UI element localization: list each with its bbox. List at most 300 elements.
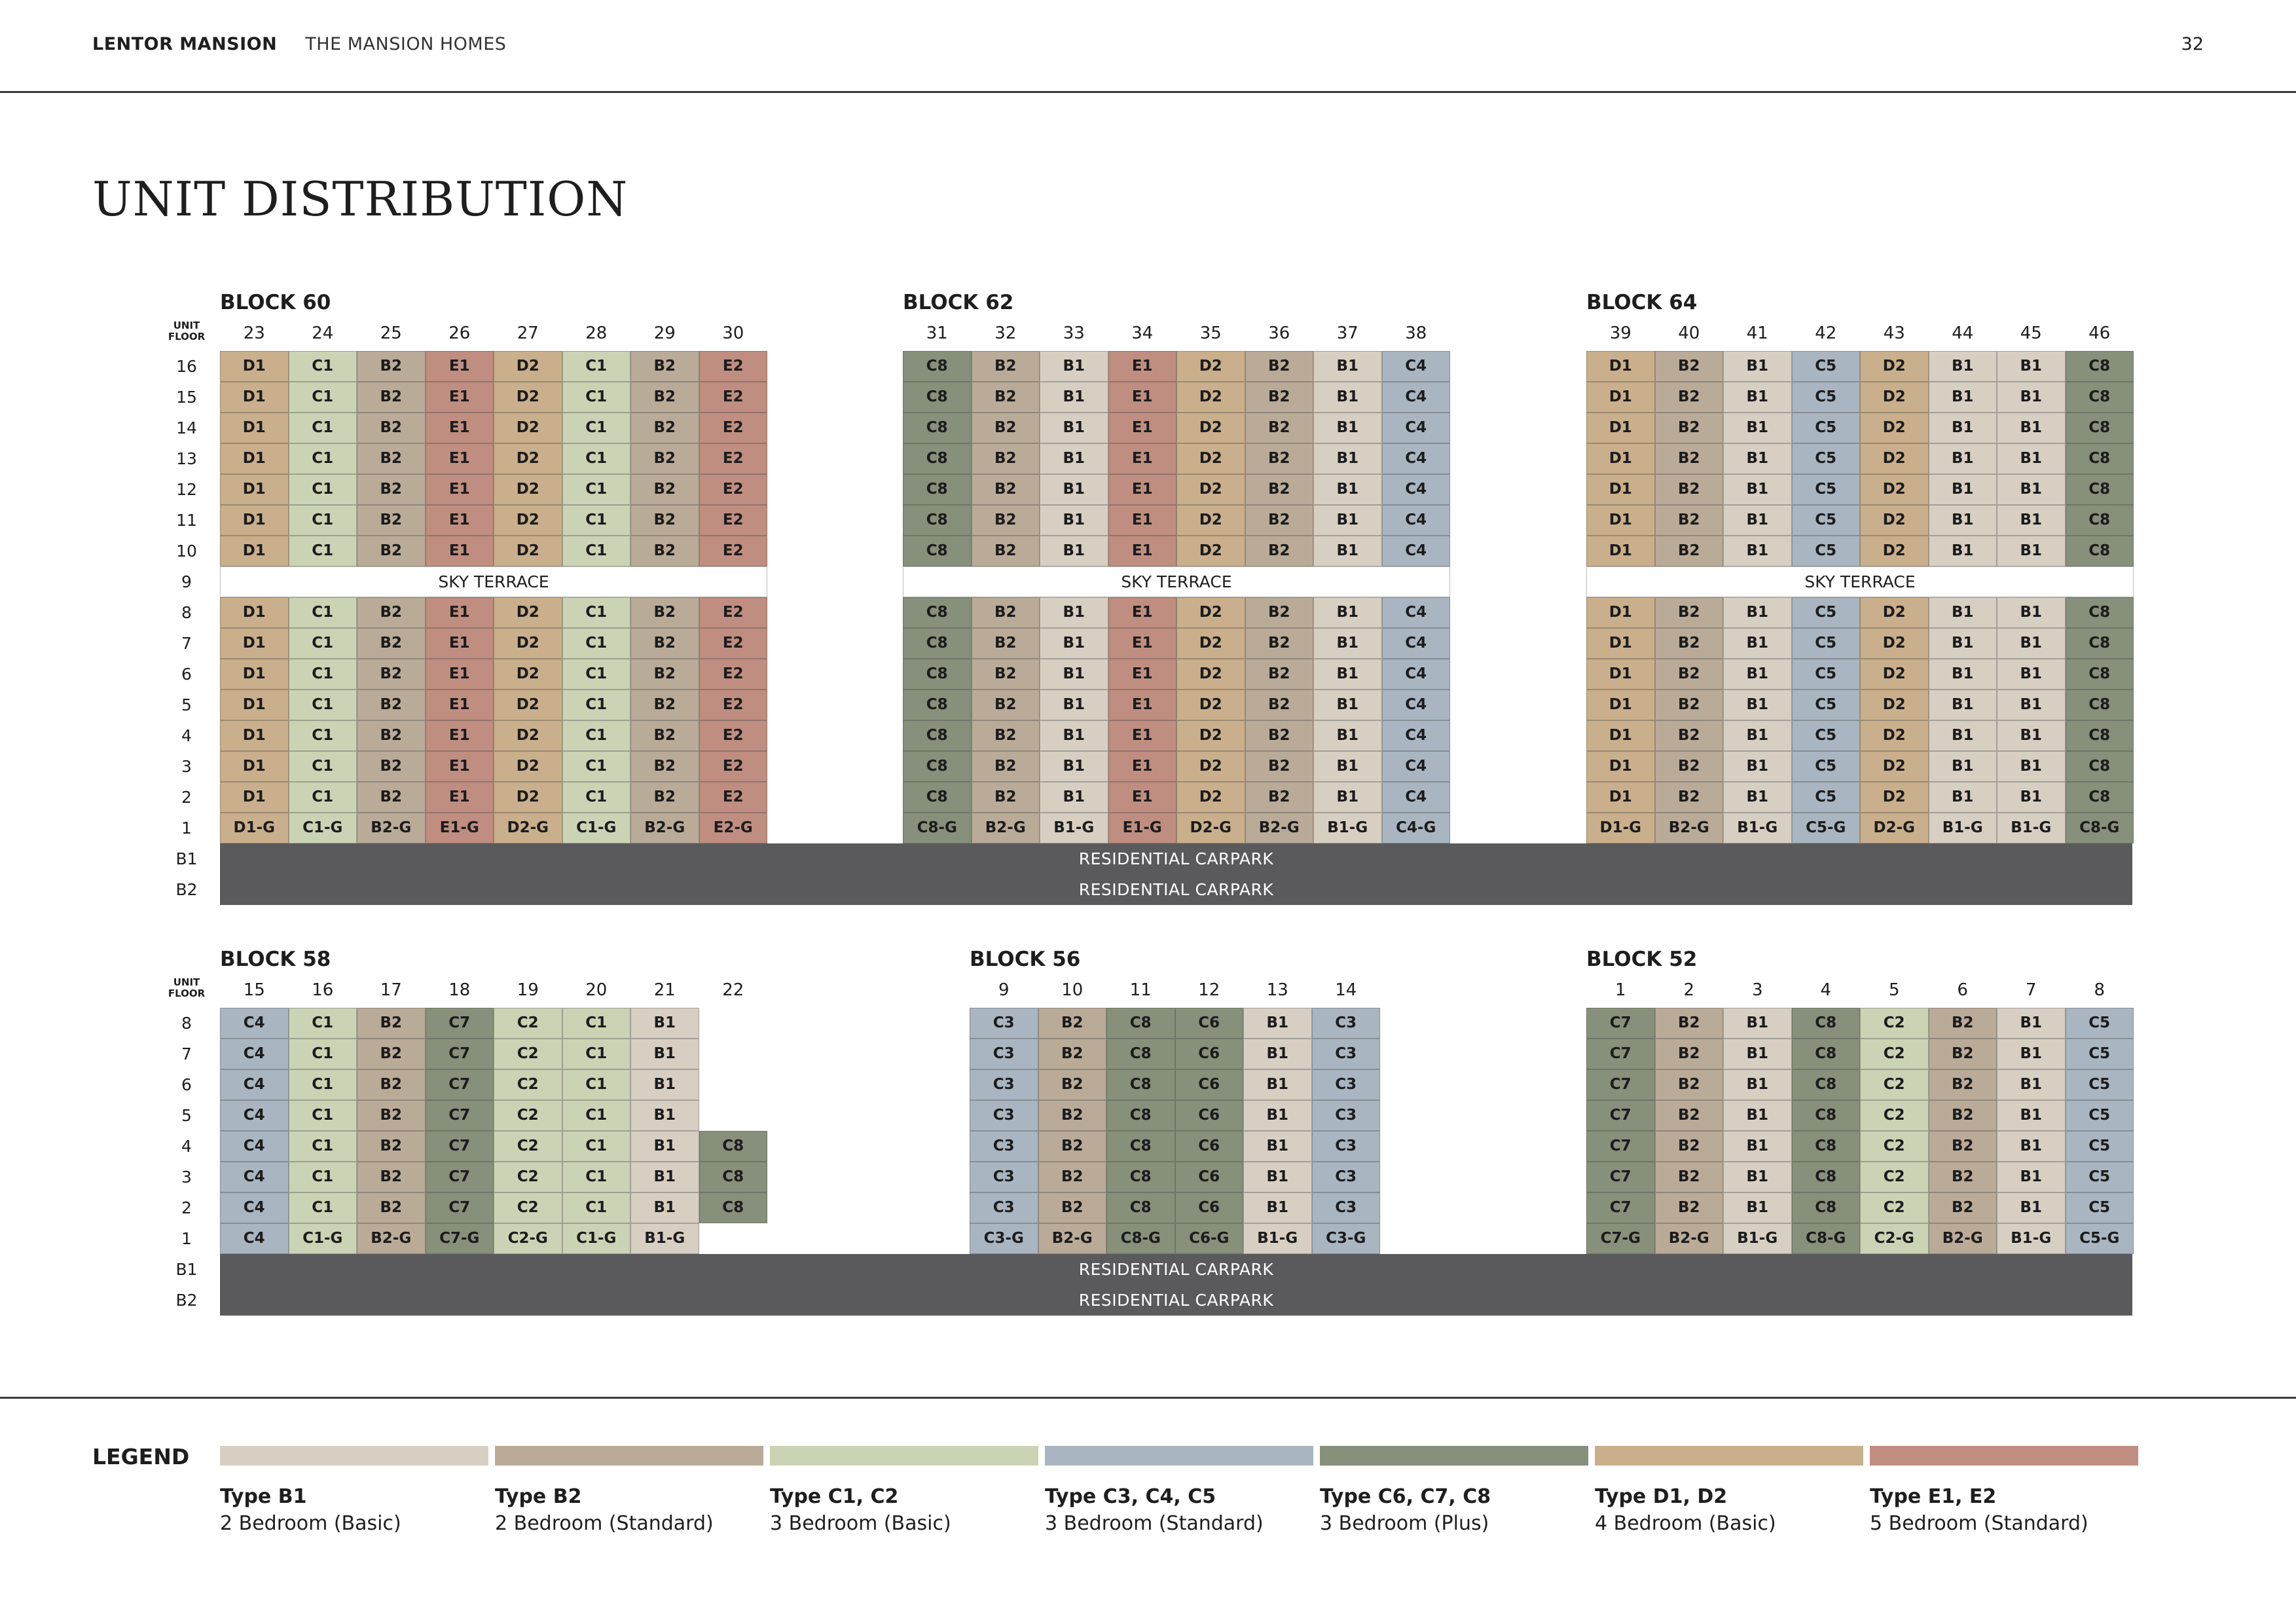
- block-60-unit-23: 23: [243, 323, 265, 343]
- block-52-unit-3: 3: [1751, 980, 1763, 1000]
- block-58-unit-22: 22: [722, 980, 744, 1000]
- block-60-unit-28-floor-5: C1: [562, 690, 631, 720]
- block-64-unit-46-floor-2: C8: [2066, 782, 2134, 813]
- block-62-unit-36-floor-15: B2: [1245, 382, 1314, 413]
- block-64-unit-44-floor-8: B1: [1929, 597, 1997, 628]
- legend-item-e1-e2: [1870, 1446, 2138, 1535]
- block-60-unit-28-floor-12: C1: [562, 474, 631, 505]
- block-60-sky-terrace: SKY TERRACE: [220, 566, 767, 597]
- block-64-unit-45-floor-12: B1: [1997, 474, 2066, 505]
- block-62-unit-37: 37: [1336, 323, 1358, 343]
- block-62-unit-33-floor-6: B1: [1040, 659, 1108, 690]
- block-64-unit-41-floor-3: B1: [1723, 751, 1792, 782]
- block-60-unit-23-floor-15: D1: [220, 382, 289, 413]
- block-60-unit-29-floor-10: B2: [630, 536, 699, 566]
- residential-carpark-bar: RESIDENTIAL CARPARK: [220, 843, 2132, 874]
- block-62-unit-38-floor-3: C4: [1382, 751, 1451, 782]
- block-62-unit-34-floor-4: E1: [1108, 720, 1177, 751]
- block-60-unit-28-floor-1: C1-G: [562, 813, 631, 843]
- block-52-unit-1-floor-5: C7: [1586, 1100, 1655, 1131]
- block-64-unit-42-floor-4: C5: [1792, 720, 1861, 751]
- block-60-unit-25-floor-7: B2: [357, 628, 426, 659]
- block-62-unit-36-floor-16: B2: [1245, 351, 1314, 382]
- block-52-unit-8-floor-8: C5: [2066, 1008, 2134, 1039]
- block-60-unit-30-floor-6: E2: [699, 659, 768, 690]
- block-60-unit-28-floor-7: C1: [562, 628, 631, 659]
- block-62-unit-38-floor-4: C4: [1382, 720, 1451, 751]
- block-64-unit-41-floor-5: B1: [1723, 690, 1792, 720]
- block-58-unit-19-floor-8: C2: [494, 1008, 562, 1039]
- block-62-unit-34-floor-14: E1: [1108, 413, 1177, 443]
- block-56-unit-13-floor-3: B1: [1243, 1162, 1312, 1192]
- block-64-unit-43-floor-14: D2: [1860, 413, 1929, 443]
- block-64-unit-42-floor-13: C5: [1792, 443, 1861, 474]
- block-64-unit-40-floor-7: B2: [1655, 628, 1724, 659]
- block-60-unit-24-floor-12: C1: [289, 474, 357, 505]
- block-64-unit-39-floor-10: D1: [1586, 536, 1655, 566]
- page-header: [0, 0, 2296, 93]
- block-60-unit-27-floor-15: D2: [494, 382, 562, 413]
- legend-divider: [0, 1397, 2296, 1399]
- block-60-unit-23-floor-7: D1: [220, 628, 289, 659]
- block-56-unit-9-floor-6: C3: [970, 1069, 1038, 1100]
- block-62-unit-36-floor-6: B2: [1245, 659, 1314, 690]
- block-52-unit-8-floor-3: C5: [2066, 1162, 2134, 1192]
- block-60-unit-28-floor-10: C1: [562, 536, 631, 566]
- block-52-unit-4-floor-7: C8: [1792, 1039, 1861, 1069]
- block-62-unit-34-floor-8: E1: [1108, 597, 1177, 628]
- block-64-unit-39-floor-12: D1: [1586, 474, 1655, 505]
- legend-desc-c6-c8: 3 Bedroom (Plus): [1320, 1512, 1489, 1535]
- block-62-sky-terrace: SKY TERRACE: [903, 566, 1450, 597]
- block-60-unit-29-floor-12: B2: [630, 474, 699, 505]
- block-60-unit-24-floor-6: C1: [289, 659, 357, 690]
- block-64-unit-46-floor-4: C8: [2066, 720, 2134, 751]
- block-62-unit-31-floor-4: C8: [903, 720, 972, 751]
- block-64-unit-41-floor-16: B1: [1723, 351, 1792, 382]
- legend-item-b1: [220, 1446, 488, 1535]
- block-52-unit-4-floor-4: C8: [1792, 1131, 1861, 1162]
- residential-carpark-bar: RESIDENTIAL CARPARK: [220, 874, 2132, 905]
- block-64-unit-39-floor-16: D1: [1586, 351, 1655, 382]
- block-58-unit-16-floor-5: C1: [289, 1100, 357, 1131]
- block-64-unit-41-floor-2: B1: [1723, 782, 1792, 813]
- block-56-unit-9: 9: [998, 980, 1010, 1000]
- block-60-unit-28: 28: [585, 323, 608, 343]
- block-52-unit-4-floor-8: C8: [1792, 1008, 1861, 1039]
- block-64-unit-44-floor-2: B1: [1929, 782, 1997, 813]
- block-62-unit-34-floor-13: E1: [1108, 443, 1177, 474]
- block-62-unit-38-floor-7: C4: [1382, 628, 1451, 659]
- block-62-unit-35: 35: [1199, 323, 1222, 343]
- block-60-unit-25-floor-8: B2: [357, 597, 426, 628]
- block-56-unit-11: 11: [1129, 980, 1152, 1000]
- block-58-unit-16: 16: [312, 980, 334, 1000]
- block-52-unit-5-floor-3: C2: [1860, 1162, 1929, 1192]
- block-64-unit-39-floor-4: D1: [1586, 720, 1655, 751]
- block-52-unit-7-floor-1: B1-G: [1997, 1223, 2066, 1254]
- unit-label: UNIT: [173, 320, 200, 331]
- block-62-unit-33-floor-12: B1: [1040, 474, 1108, 505]
- block-62-unit-38-floor-16: C4: [1382, 351, 1451, 382]
- block-64-unit-43-floor-7: D2: [1860, 628, 1929, 659]
- block-52-unit-6-floor-3: B2: [1929, 1162, 1997, 1192]
- block-52-unit-1-floor-4: C7: [1586, 1131, 1655, 1162]
- block-60-unit-26-floor-11: E1: [426, 505, 494, 536]
- block-52-unit-6-floor-1: B2-G: [1929, 1223, 1997, 1254]
- block-58-unit-20-floor-2: C1: [562, 1192, 631, 1223]
- block-58-unit-21-floor-4: B1: [630, 1131, 699, 1162]
- block-60-unit-30-floor-3: E2: [699, 751, 768, 782]
- block-56-unit-13-floor-8: B1: [1243, 1008, 1312, 1039]
- block-58-unit-20-floor-1: C1-G: [562, 1223, 631, 1254]
- block-56-unit-13-floor-6: B1: [1243, 1069, 1312, 1100]
- block-62-unit-31-floor-14: C8: [903, 413, 972, 443]
- block-64-unit-44-floor-4: B1: [1929, 720, 1997, 751]
- block-52-title: BLOCK 52: [1586, 948, 1698, 971]
- block-58-unit-15-floor-2: C4: [220, 1192, 289, 1223]
- block-62-unit-32-floor-7: B2: [972, 628, 1040, 659]
- block-62-unit-32-floor-3: B2: [972, 751, 1040, 782]
- block-52-unit-4-floor-1: C8-G: [1792, 1223, 1861, 1254]
- block-56-unit-9-floor-1: C3-G: [970, 1223, 1038, 1254]
- block-60-unit-23-floor-12: D1: [220, 474, 289, 505]
- block-58-unit-15: 15: [243, 980, 265, 1000]
- block-64-unit-45-floor-7: B1: [1997, 628, 2066, 659]
- block-58-unit-17: 17: [380, 980, 402, 1000]
- block-62-unit-38: 38: [1405, 323, 1427, 343]
- block-52-unit-5: 5: [1888, 980, 1900, 1000]
- block-62-unit-32-floor-6: B2: [972, 659, 1040, 690]
- block-64-unit-39-floor-13: D1: [1586, 443, 1655, 474]
- block-60-unit-23-floor-11: D1: [220, 505, 289, 536]
- block-64-unit-46-floor-1: C8-G: [2066, 813, 2134, 843]
- block-56-unit-10-floor-8: B2: [1038, 1008, 1107, 1039]
- block-62-unit-38-floor-5: C4: [1382, 690, 1451, 720]
- block-52-unit-3-floor-2: B1: [1723, 1192, 1792, 1223]
- block-62-unit-37-floor-5: B1: [1313, 690, 1382, 720]
- block-58-unit-17-floor-8: B2: [357, 1008, 426, 1039]
- block-58-unit-20-floor-4: C1: [562, 1131, 631, 1162]
- block-52-unit-1-floor-6: C7: [1586, 1069, 1655, 1100]
- block-62-unit-33-floor-4: B1: [1040, 720, 1108, 751]
- block-64-unit-43-floor-12: D2: [1860, 474, 1929, 505]
- block-62-unit-38-floor-8: C4: [1382, 597, 1451, 628]
- block-62-unit-36-floor-3: B2: [1245, 751, 1314, 782]
- block-62-unit-35-floor-11: D2: [1176, 505, 1245, 536]
- block-62-unit-34-floor-10: E1: [1108, 536, 1177, 566]
- block-64-unit-41-floor-8: B1: [1723, 597, 1792, 628]
- block-62-unit-35-floor-16: D2: [1176, 351, 1245, 382]
- legend-type-b1: Type B1: [220, 1485, 307, 1508]
- block-62-unit-37-floor-14: B1: [1313, 413, 1382, 443]
- block-52-unit-7-floor-5: B1: [1997, 1100, 2066, 1131]
- block-52-unit-2: 2: [1683, 980, 1695, 1000]
- block-58-unit-16-floor-1: C1-G: [289, 1223, 357, 1254]
- block-52-unit-5-floor-1: C2-G: [1860, 1223, 1929, 1254]
- block-60-unit-29-floor-11: B2: [630, 505, 699, 536]
- block-62-unit-36-floor-8: B2: [1245, 597, 1314, 628]
- block-60-unit-25-floor-5: B2: [357, 690, 426, 720]
- block-62-unit-34: 34: [1131, 323, 1154, 343]
- block-56-unit-9-floor-5: C3: [970, 1100, 1038, 1131]
- block-64-unit-43-floor-8: D2: [1860, 597, 1929, 628]
- block-64-unit-44-floor-11: B1: [1929, 505, 1997, 536]
- block-52-unit-2-floor-7: B2: [1655, 1039, 1724, 1069]
- block-62-unit-33: 33: [1063, 323, 1085, 343]
- block-62-unit-37-floor-3: B1: [1313, 751, 1382, 782]
- legend-item-c1-c2: [770, 1446, 1038, 1535]
- block-60-unit-24-floor-14: C1: [289, 413, 357, 443]
- block-64-unit-40-floor-16: B2: [1655, 351, 1724, 382]
- block-56-unit-10-floor-2: B2: [1038, 1192, 1107, 1223]
- block-62-unit-32-floor-12: B2: [972, 474, 1040, 505]
- block-52-unit-6-floor-4: B2: [1929, 1131, 1997, 1162]
- block-56-unit-13-floor-2: B1: [1243, 1192, 1312, 1223]
- block-60-unit-24-floor-2: C1: [289, 782, 357, 813]
- block-60-unit-28-floor-3: C1: [562, 751, 631, 782]
- block-58-unit-21-floor-6: B1: [630, 1069, 699, 1100]
- block-62-unit-31-floor-11: C8: [903, 505, 972, 536]
- block-60-unit-24: 24: [312, 323, 334, 343]
- block-64-unit-46-floor-5: C8: [2066, 690, 2134, 720]
- block-56-unit-11-floor-6: C8: [1106, 1069, 1175, 1100]
- block-60-unit-29-floor-16: B2: [630, 351, 699, 382]
- block-60-unit-26-floor-2: E1: [426, 782, 494, 813]
- block-62-unit-36-floor-2: B2: [1245, 782, 1314, 813]
- block-64-unit-40-floor-13: B2: [1655, 443, 1724, 474]
- block-58-unit-15-floor-8: C4: [220, 1008, 289, 1039]
- block-64-unit-41-floor-13: B1: [1723, 443, 1792, 474]
- floor-label-b1: B1: [175, 1260, 198, 1279]
- block-60-unit-30-floor-8: E2: [699, 597, 768, 628]
- block-62-unit-33-floor-5: B1: [1040, 690, 1108, 720]
- block-56-unit-14: 14: [1335, 980, 1357, 1000]
- floor-label: FLOOR: [168, 987, 206, 999]
- block-56-unit-12-floor-2: C6: [1175, 1192, 1244, 1223]
- block-52-unit-5-floor-2: C2: [1860, 1192, 1929, 1223]
- block-60-unit-27-floor-3: D2: [494, 751, 562, 782]
- block-56-unit-11-floor-1: C8-G: [1106, 1223, 1175, 1254]
- block-64-unit-40-floor-10: B2: [1655, 536, 1724, 566]
- block-60-unit-29-floor-8: B2: [630, 597, 699, 628]
- block-64-unit-39-floor-3: D1: [1586, 751, 1655, 782]
- block-64-title: BLOCK 64: [1586, 291, 1698, 314]
- block-60-unit-27: 27: [517, 323, 539, 343]
- block-62-unit-32-floor-14: B2: [972, 413, 1040, 443]
- block-64-unit-44-floor-10: B1: [1929, 536, 1997, 566]
- block-52-unit-2-floor-2: B2: [1655, 1192, 1724, 1223]
- block-60-unit-26-floor-7: E1: [426, 628, 494, 659]
- block-58-unit-17-floor-2: B2: [357, 1192, 426, 1223]
- block-60-unit-25-floor-1: B2-G: [357, 813, 426, 843]
- block-64-sky-terrace: SKY TERRACE: [1586, 566, 2134, 597]
- block-52-unit-3-floor-7: B1: [1723, 1039, 1792, 1069]
- block-52-unit-1-floor-3: C7: [1586, 1162, 1655, 1192]
- block-58-unit-22-floor-3: C8: [699, 1162, 768, 1192]
- floor-label-3: 3: [181, 757, 192, 776]
- block-52-unit-2-floor-8: B2: [1655, 1008, 1724, 1039]
- block-62-unit-31-floor-6: C8: [903, 659, 972, 690]
- block-52-unit-4-floor-5: C8: [1792, 1100, 1861, 1131]
- block-60-unit-25-floor-14: B2: [357, 413, 426, 443]
- legend-desc-b2: 2 Bedroom (Standard): [495, 1512, 714, 1535]
- block-62-unit-35-floor-12: D2: [1176, 474, 1245, 505]
- floor-label-b2: B2: [175, 1291, 198, 1310]
- block-56-unit-11-floor-3: C8: [1106, 1162, 1175, 1192]
- block-64-unit-41-floor-11: B1: [1723, 505, 1792, 536]
- block-56-unit-9-floor-4: C3: [970, 1131, 1038, 1162]
- block-58-unit-21: 21: [653, 980, 676, 1000]
- block-64-unit-41-floor-6: B1: [1723, 659, 1792, 690]
- block-60-unit-25-floor-13: B2: [357, 443, 426, 474]
- block-52-unit-1-floor-8: C7: [1586, 1008, 1655, 1039]
- block-60-unit-29-floor-4: B2: [630, 720, 699, 751]
- block-62-unit-31-floor-5: C8: [903, 690, 972, 720]
- block-64-unit-39-floor-11: D1: [1586, 505, 1655, 536]
- block-56-title: BLOCK 56: [970, 948, 1081, 971]
- block-64-unit-44-floor-5: B1: [1929, 690, 1997, 720]
- block-62-unit-32-floor-8: B2: [972, 597, 1040, 628]
- block-56-unit-14-floor-1: C3-G: [1312, 1223, 1381, 1254]
- block-64-unit-42-floor-8: C5: [1792, 597, 1861, 628]
- block-60-unit-26-floor-12: E1: [426, 474, 494, 505]
- page-title: UNIT DISTRIBUTION: [92, 172, 629, 227]
- block-62-unit-33-floor-3: B1: [1040, 751, 1108, 782]
- block-64-unit-44-floor-6: B1: [1929, 659, 1997, 690]
- block-62-unit-31-floor-3: C8: [903, 751, 972, 782]
- block-60-unit-29-floor-14: B2: [630, 413, 699, 443]
- block-64-unit-41-floor-12: B1: [1723, 474, 1792, 505]
- block-58-unit-21-floor-7: B1: [630, 1039, 699, 1069]
- block-62-unit-31-floor-13: C8: [903, 443, 972, 474]
- block-60-unit-26-floor-15: E1: [426, 382, 494, 413]
- block-62-unit-37-floor-15: B1: [1313, 382, 1382, 413]
- block-64-unit-40: 40: [1678, 323, 1700, 343]
- block-64-unit-42-floor-7: C5: [1792, 628, 1861, 659]
- block-62-unit-33-floor-13: B1: [1040, 443, 1108, 474]
- block-58-unit-19-floor-4: C2: [494, 1131, 562, 1162]
- block-60-unit-23-floor-6: D1: [220, 659, 289, 690]
- block-60-title: BLOCK 60: [220, 291, 331, 314]
- floor-label-2: 2: [181, 788, 192, 807]
- floor-label-11: 11: [176, 511, 197, 530]
- block-56-unit-10-floor-1: B2-G: [1038, 1223, 1107, 1254]
- block-64-unit-44-floor-16: B1: [1929, 351, 1997, 382]
- block-52-unit-6-floor-2: B2: [1929, 1192, 1997, 1223]
- block-58-unit-17-floor-4: B2: [357, 1131, 426, 1162]
- block-64-unit-39-floor-7: D1: [1586, 628, 1655, 659]
- block-64-unit-45-floor-8: B1: [1997, 597, 2066, 628]
- floor-label-16: 16: [176, 357, 197, 376]
- block-64-unit-42-floor-15: C5: [1792, 382, 1861, 413]
- block-56-unit-11-floor-7: C8: [1106, 1039, 1175, 1069]
- block-52-unit-4-floor-6: C8: [1792, 1069, 1861, 1100]
- legend-desc-d1-d2: 4 Bedroom (Basic): [1595, 1512, 1776, 1535]
- block-52-unit-5-floor-8: C2: [1860, 1008, 1929, 1039]
- block-64-unit-44-floor-1: B1-G: [1929, 813, 1997, 843]
- block-62-unit-36-floor-4: B2: [1245, 720, 1314, 751]
- block-62-unit-37-floor-7: B1: [1313, 628, 1382, 659]
- block-60-unit-23-floor-10: D1: [220, 536, 289, 566]
- block-56-unit-10-floor-3: B2: [1038, 1162, 1107, 1192]
- block-60-unit-26-floor-8: E1: [426, 597, 494, 628]
- floor-label-4: 4: [181, 1137, 192, 1156]
- block-56-unit-11-floor-5: C8: [1106, 1100, 1175, 1131]
- legend-swatch-b1: [220, 1446, 488, 1466]
- block-64-unit-42-floor-2: C5: [1792, 782, 1861, 813]
- block-52-unit-3-floor-5: B1: [1723, 1100, 1792, 1131]
- block-60-unit-30-floor-4: E2: [699, 720, 768, 751]
- floor-label-9: 9: [181, 572, 192, 591]
- block-56-unit-10: 10: [1061, 980, 1084, 1000]
- block-62-unit-37-floor-2: B1: [1313, 782, 1382, 813]
- block-60-unit-26-floor-1: E1-G: [426, 813, 494, 843]
- block-58-unit-21-floor-2: B1: [630, 1192, 699, 1223]
- block-52-unit-4-floor-3: C8: [1792, 1162, 1861, 1192]
- block-52-unit-3-floor-1: B1-G: [1723, 1223, 1792, 1254]
- block-60-unit-25-floor-6: B2: [357, 659, 426, 690]
- block-60-unit-29-floor-3: B2: [630, 751, 699, 782]
- block-62-unit-36: 36: [1268, 323, 1290, 343]
- block-56-unit-13-floor-4: B1: [1243, 1131, 1312, 1162]
- block-64-unit-46-floor-11: C8: [2066, 505, 2134, 536]
- block-64-unit-46-floor-6: C8: [2066, 659, 2134, 690]
- block-60-unit-29-floor-5: B2: [630, 690, 699, 720]
- block-64-unit-46-floor-7: C8: [2066, 628, 2134, 659]
- block-58-unit-15-floor-5: C4: [220, 1100, 289, 1131]
- block-58-unit-18-floor-1: C7-G: [426, 1223, 494, 1254]
- block-62-unit-37-floor-4: B1: [1313, 720, 1382, 751]
- block-64-unit-46: 46: [2088, 323, 2111, 343]
- block-56-unit-9-floor-7: C3: [970, 1039, 1038, 1069]
- block-58-unit-21-floor-3: B1: [630, 1162, 699, 1192]
- block-64-unit-44: 44: [1952, 323, 1974, 343]
- legend-item-c6-c8: [1320, 1446, 1588, 1535]
- block-62-unit-37-floor-11: B1: [1313, 505, 1382, 536]
- block-58-unit-20-floor-3: C1: [562, 1162, 631, 1192]
- block-64-unit-43-floor-11: D2: [1860, 505, 1929, 536]
- block-62-unit-36-floor-13: B2: [1245, 443, 1314, 474]
- block-62-unit-35-floor-10: D2: [1176, 536, 1245, 566]
- block-60-unit-27-floor-8: D2: [494, 597, 562, 628]
- block-60-unit-27-floor-12: D2: [494, 474, 562, 505]
- block-52-unit-1-floor-2: C7: [1586, 1192, 1655, 1223]
- block-64-unit-45: 45: [2020, 323, 2042, 343]
- block-62-unit-31: 31: [926, 323, 948, 343]
- block-62-unit-33-floor-15: B1: [1040, 382, 1108, 413]
- block-62-unit-38-floor-11: C4: [1382, 505, 1451, 536]
- block-64-unit-40-floor-14: B2: [1655, 413, 1724, 443]
- block-58-unit-19-floor-3: C2: [494, 1162, 562, 1192]
- block-58-unit-21-floor-5: B1: [630, 1100, 699, 1131]
- block-56-unit-11-floor-2: C8: [1106, 1192, 1175, 1223]
- block-60-unit-28-floor-8: C1: [562, 597, 631, 628]
- block-56-unit-12: 12: [1198, 980, 1220, 1000]
- block-58-unit-19-floor-6: C2: [494, 1069, 562, 1100]
- block-60-unit-27-floor-16: D2: [494, 351, 562, 382]
- block-64-unit-40-floor-3: B2: [1655, 751, 1724, 782]
- block-56-unit-13-floor-7: B1: [1243, 1039, 1312, 1069]
- block-62-unit-32-floor-1: B2-G: [972, 813, 1040, 843]
- block-56-unit-12-floor-5: C6: [1175, 1100, 1244, 1131]
- block-58-unit-16-floor-7: C1: [289, 1039, 357, 1069]
- block-58-unit-17-floor-6: B2: [357, 1069, 426, 1100]
- block-60-unit-27-floor-10: D2: [494, 536, 562, 566]
- block-64-unit-42: 42: [1815, 323, 1837, 343]
- block-60-unit-30-floor-12: E2: [699, 474, 768, 505]
- block-58-unit-22-floor-4: C8: [699, 1131, 768, 1162]
